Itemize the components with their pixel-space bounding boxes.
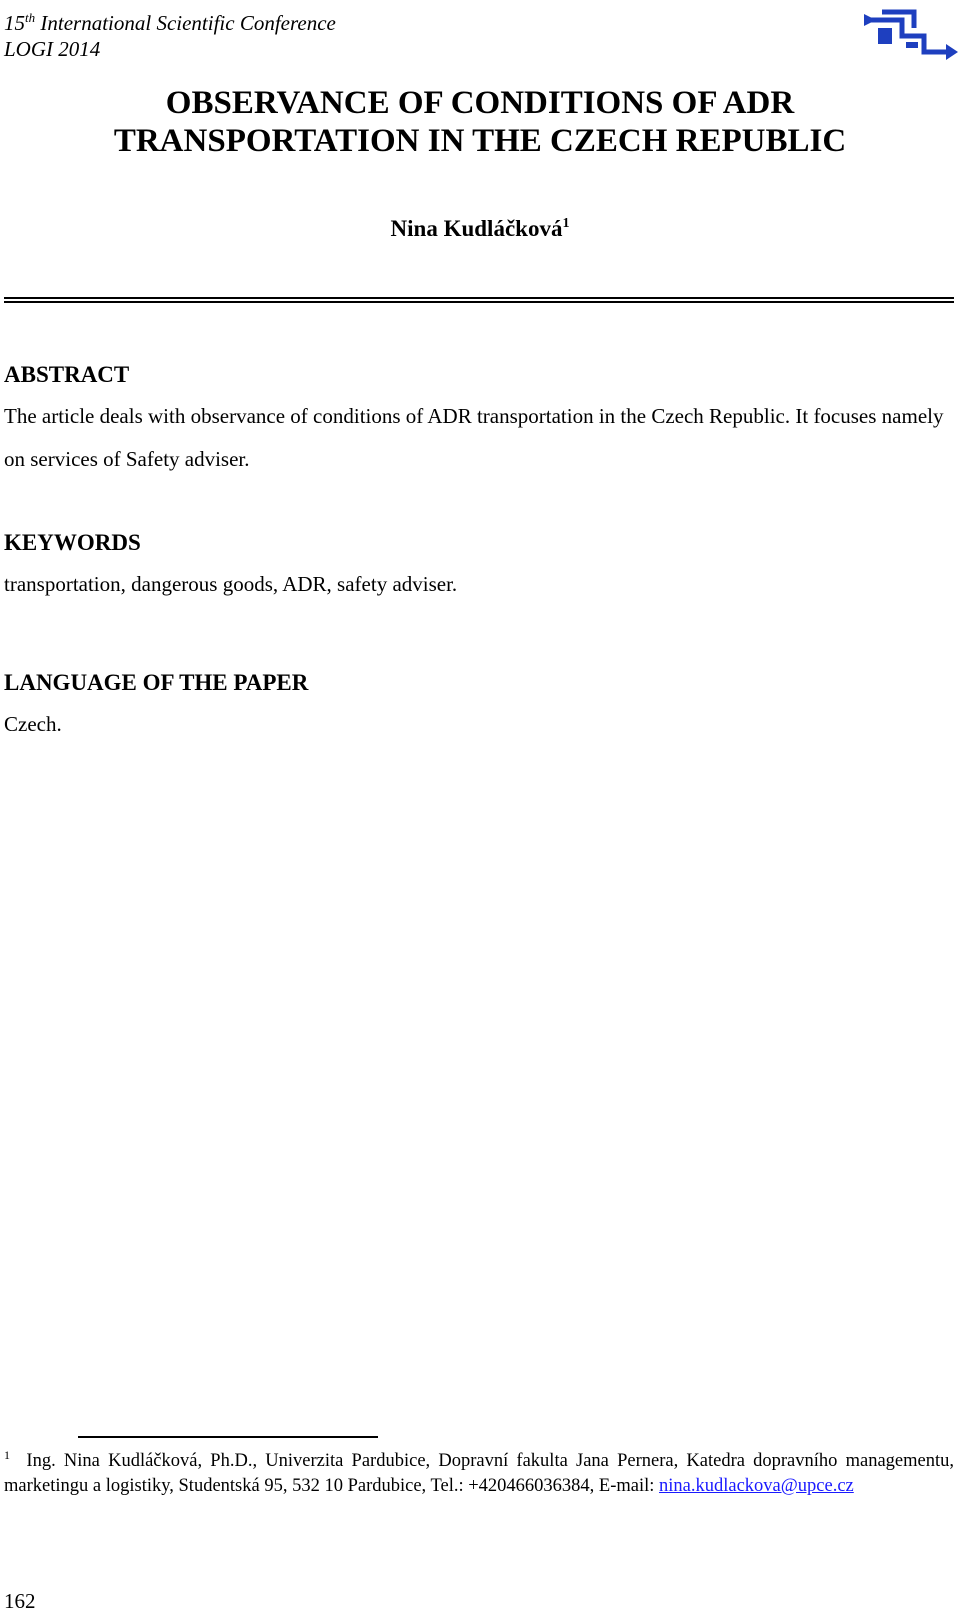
conference-number: 15 <box>4 11 25 35</box>
conference-logo-icon <box>862 6 958 62</box>
language-heading: LANGUAGE OF THE PAPER <box>4 670 309 695</box>
footnote-mark: 1 <box>4 1448 10 1462</box>
author-email-link[interactable]: nina.kudlackova@upce.cz <box>659 1476 854 1496</box>
conference-short-name: LOGI 2014 <box>4 37 101 61</box>
abstract-text: The article deals with observance of conditions of ADR transportation in the Czech Republic. It focuses namely on services of Safety adviser. <box>4 404 944 471</box>
footnote <box>4 1449 954 1499</box>
abstract-heading: ABSTRACT <box>4 362 130 387</box>
keywords-heading: KEYWORDS <box>4 530 141 555</box>
title-divider <box>4 297 954 303</box>
paper-title-line-2: TRANSPORTATION IN THE CZECH REPUBLIC <box>113 123 847 159</box>
conference-name: International Scientific Conference <box>40 11 336 35</box>
conference-number-suffix: th <box>25 10 36 25</box>
keywords-text: transportation, dangerous goods, ADR, safety adviser. <box>4 572 458 596</box>
conference-header <box>4 10 336 62</box>
footnote-text: Ing. Nina Kudláčková, Ph.D., Univerzita Pardubice, Dopravní fakulta Jana Pernera, Katedra dopravního managementu, marketingu a logistiky, Studentská 95, 532 10 Pardubice, Tel.: +420466036384, E-mail: <box>4 1451 955 1496</box>
page-number: 162 <box>4 1589 36 1613</box>
conference-title-line <box>4 10 336 36</box>
footnote-separator <box>78 1436 378 1438</box>
language-text: Czech. <box>4 712 62 736</box>
author-line <box>0 216 960 242</box>
author-footnote-mark: 1 <box>562 216 570 231</box>
paper-title-line-1: OBSERVANCE OF CONDITIONS OF ADR <box>165 85 795 121</box>
author-name: Nina Kudláčková <box>390 216 563 241</box>
paper-title <box>0 84 960 160</box>
